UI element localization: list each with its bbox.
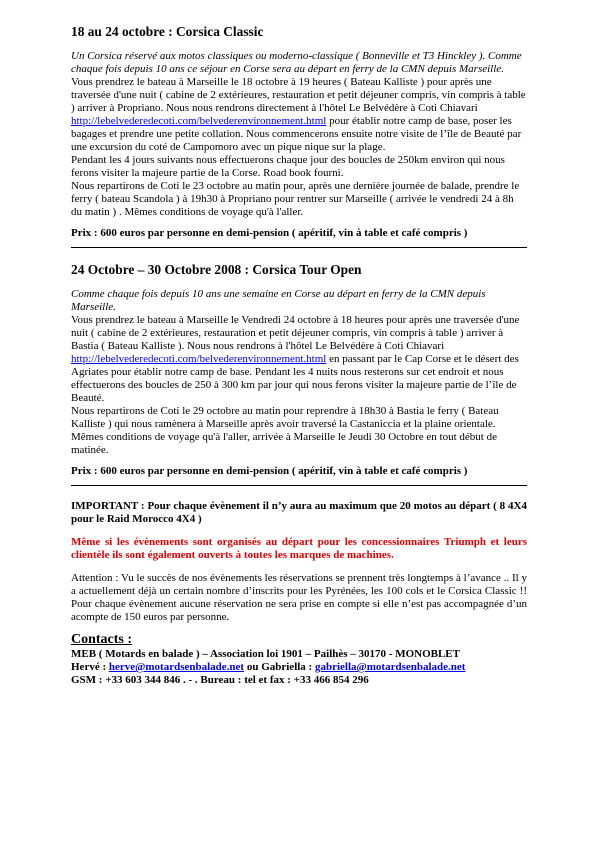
phone-line: GSM : +33 603 344 846 . - . Bureau : tel et fax : +33 466 854 296 [71,674,369,686]
section-paragraph [71,76,527,154]
section-title-corsica-tour-open: 24 Octobre – 30 Octobre 2008 : Corsica Tour Open [71,262,362,277]
section-intro: Comme chaque fois depuis 10 ans une semaine en Corse au départ en ferry de la CMN depuis Marseille. [71,288,486,313]
section-intro: Un Corsica réservé aux motos classiques ou moderno-classique ( Bonneville et T3 Hinckley ). Comme chaque fois depuis 10 ans ce séjour en Corse sera au départ en ferry de la CMN depuis Marseille. [71,50,522,75]
price-line: Prix : 600 euros par personne en demi-pension ( apéritif, vin à table et café compris ) [71,227,468,239]
contacts-heading: Contacts : [71,632,133,647]
herve-email-link[interactable]: herve@motardsenbalade.net [108,661,245,673]
brands-notice: Même si les évènements sont organisés au départ pour les concessionnaires Triumph et leurs clientèle ils sont également ouverts à toutes les marques de machines. [71,536,527,561]
hotel-link[interactable]: http://lebelvederedecoti.com/belvederenvironnement.html [71,115,327,127]
paragraph-text: pour établir notre camp de base, poser les bagages et prendre une petite collation. Nous commencerons ensuite notre visite de l’île de Beauté par une excursion du coté de Campomoro avec un pique nique sur la plage. [71,115,522,153]
section-paragraph: Nous repartirons de Coti le 23 octobre au matin pour, après une dernière journée de balade, prendre le ferry ( bateau Scandola ) à 19h30 à Propriano pour rentrer sur Marseille ( arrivée le vendredi 24 à 8h du matin ) . Mêmes conditions de voyage qu'à l'aller. [71,180,520,218]
section-paragraph [71,314,527,405]
herve-label: Hervé : [71,661,109,673]
attention-notice: Attention : Vu le succès de nos évènements les réservations se prennent très longtemps à l’avance .. Il y a actuellement déjà un certain nombre d’inscrits pour les Pyrénées, les 100 cols et le Corsica Classic !! Pour chaque évènement aucune réservation ne sera prise en compte si elle n’est pas accompagnée d’un acompte de 150 euros par personne. [71,572,527,623]
section-title-corsica-classic: 18 au 24 octobre : Corsica Classic [71,24,264,39]
gabriella-email-link[interactable]: gabriella@motardsenbalade.net [314,661,466,673]
section-paragraph: Nous repartirons de Coti le 29 octobre au matin pour reprendre à 18h30 à Bastia le ferry ( Bateau Kalliste ) qui nous ramènera à Marseille après avoir traversé la Castaniccia et la plaine orientale. Mêmes conditions de voyage qu'à l'aller, arrivée à Marseille le Jeudi 30 Octobre en tout début de matinée. [71,405,499,456]
paragraph-text: Vous prendrez le bateau à Marseille le 18 octobre à 19 heures ( Bateau Kalliste ) pour après une traversée d'une nuit ( cabine de 2 extérieures, restauration et petit déjeuner compris, vin compris à table ) arriver à Propriano. Nous nous rendrons directement à l'hôtel Le Belvédère à Coti Chiavari [71,76,526,114]
gabriella-label: ou Gabriella : [244,661,315,673]
paragraph-text: Vous prendrez le bateau à Marseille le Vendredi 24 octobre à 18 heures pour après une traversée d'une nuit ( cabine de 2 extérieures, restauration et petit déjeuner compris, vin compris à table ) arriver à Bastia ( Bateau Kalliste ). Nous nous rendrons à l'hôtel Le Belvédère à Coti Chiavari [71,314,520,352]
paragraph-text: en passant par le Cap Corse et le désert des Agriates pour établir notre camp de base. Pendant les 4 nuits nous resterons sur cet endroit et nous effectuerons des boucles de 250 à 300 km par jour qui nous ferons visiter la majeure partie de l’île de Beauté. [71,353,519,404]
document-page [71,24,527,687]
hotel-link[interactable]: http://lebelvederedecoti.com/belvederenvironnement.html [71,353,327,365]
section-paragraph: Pendant les 4 jours suivants nous effectuerons chaque jour des boucles de 250km environ qui nous ferons visiter la majeure partie de la Corse. Road book fourni. [71,154,505,179]
email-line [71,661,527,674]
price-line: Prix : 600 euros par personne en demi-pension ( apéritif, vin à table et café compris ) [71,465,468,477]
divider [71,247,527,248]
association-line: MEB ( Motards en balade ) – Association loi 1901 – Pailhès – 30170 - MONOBLET [71,648,460,660]
divider [71,485,527,486]
important-notice: IMPORTANT : Pour chaque évènement il n’y aura au maximum que 20 motos au départ ( 8 4X4 pour le Raid Morocco 4X4 ) [71,500,527,525]
